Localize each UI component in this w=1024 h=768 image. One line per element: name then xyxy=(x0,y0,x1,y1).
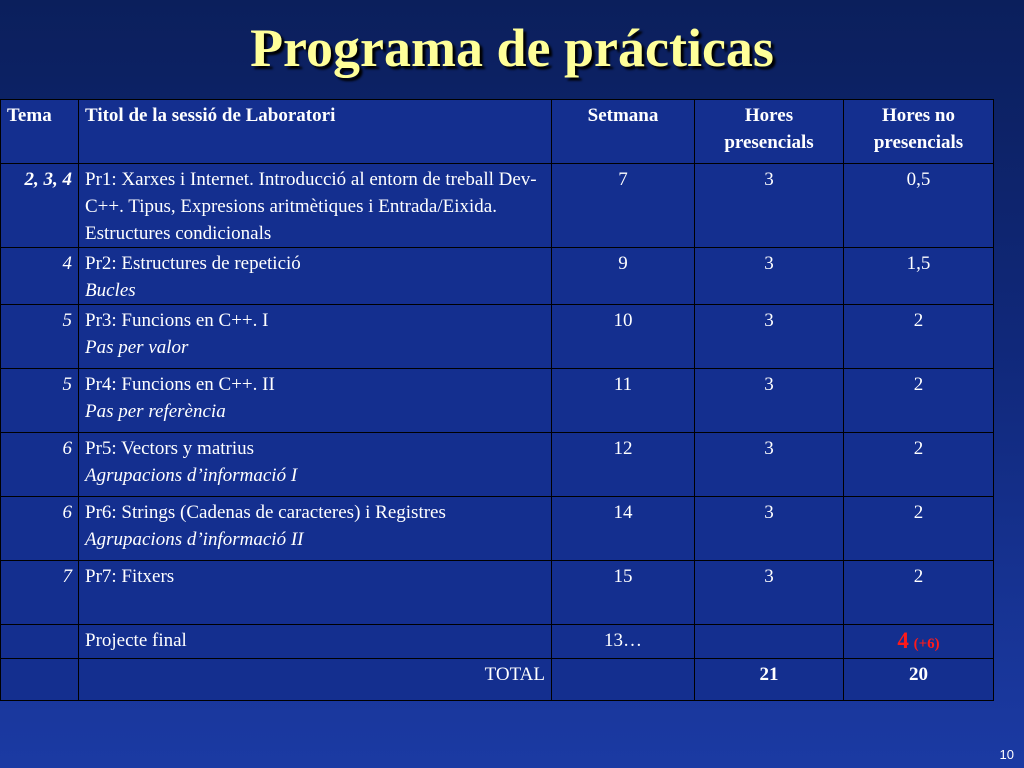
row-setmana: 10 xyxy=(552,305,695,369)
row-tema: 6 xyxy=(1,497,79,561)
projecte-no-presencials-extra: (+6) xyxy=(913,636,940,652)
total-no-presencials: 20 xyxy=(844,659,994,701)
page-number: 10 xyxy=(999,747,1014,762)
row-presencials: 3 xyxy=(695,248,844,305)
row-setmana: 12 xyxy=(552,433,695,497)
row-subtitle: Agrupacions d’informació II xyxy=(85,529,304,550)
row-title-cell xyxy=(79,248,552,305)
table-row xyxy=(1,248,994,305)
row-no-presencials: 2 xyxy=(844,561,994,625)
projecte-no-presencials-main: 4 xyxy=(897,628,909,653)
table-row xyxy=(1,369,994,433)
header-setmana: Setmana xyxy=(552,100,695,164)
row-title: Pr1: Xarxes i Internet. Introducció al entorn de treball Dev-C++. Tipus, Expresions aritmètiques i Entrada/Eixida. Estructures condicionals xyxy=(85,169,537,244)
row-setmana: 7 xyxy=(552,164,695,248)
row-title-cell xyxy=(79,369,552,433)
table-row xyxy=(1,497,994,561)
table-body xyxy=(1,164,994,625)
row-title-cell xyxy=(79,561,552,625)
practices-table xyxy=(0,99,994,701)
row-title: Pr4: Funcions en C++. II xyxy=(85,374,275,395)
row-title: Pr6: Strings (Cadenas de caracteres) i Registres xyxy=(85,502,446,523)
row-no-presencials: 0,5 xyxy=(844,164,994,248)
row-tema: 7 xyxy=(1,561,79,625)
row-title-cell xyxy=(79,164,552,248)
row-presencials: 3 xyxy=(695,369,844,433)
row-presencials: 3 xyxy=(695,433,844,497)
row-title: Pr3: Funcions en C++. I xyxy=(85,310,269,331)
row-title-cell xyxy=(79,305,552,369)
table-row xyxy=(1,305,994,369)
projecte-row xyxy=(1,625,994,659)
row-subtitle: Pas per valor xyxy=(85,337,189,358)
table-row xyxy=(1,433,994,497)
row-presencials: 3 xyxy=(695,164,844,248)
row-title: Pr5: Vectors y matrius xyxy=(85,438,255,459)
row-presencials: 3 xyxy=(695,561,844,625)
projecte-tema-cell xyxy=(1,625,79,659)
row-subtitle: Pas per referència xyxy=(85,401,226,422)
row-tema: 4 xyxy=(1,248,79,305)
row-setmana: 11 xyxy=(552,369,695,433)
row-tema: 2, 3, 4 xyxy=(1,164,79,248)
row-tema: 5 xyxy=(1,369,79,433)
header-tema: Tema xyxy=(1,100,79,164)
row-setmana: 14 xyxy=(552,497,695,561)
row-no-presencials: 2 xyxy=(844,433,994,497)
projecte-no-presencials xyxy=(844,625,994,659)
projecte-label: Projecte final xyxy=(79,625,552,659)
table-row xyxy=(1,164,994,248)
row-no-presencials: 2 xyxy=(844,497,994,561)
row-title: Pr7: Fitxers xyxy=(85,566,175,587)
total-tema-cell xyxy=(1,659,79,701)
header-hores-no-presencials: Hores no presencials xyxy=(844,100,994,164)
row-setmana: 9 xyxy=(552,248,695,305)
row-tema: 6 xyxy=(1,433,79,497)
row-subtitle: Agrupacions d’informació I xyxy=(85,465,298,486)
row-no-presencials: 2 xyxy=(844,305,994,369)
table-row xyxy=(1,561,994,625)
row-subtitle: Bucles xyxy=(85,280,136,301)
row-no-presencials: 1,5 xyxy=(844,248,994,305)
row-title-cell xyxy=(79,433,552,497)
row-setmana: 15 xyxy=(552,561,695,625)
total-presencials: 21 xyxy=(695,659,844,701)
slide-title: Programa de prácticas xyxy=(250,18,774,78)
projecte-presencials xyxy=(695,625,844,659)
row-title-cell xyxy=(79,497,552,561)
table-header-row xyxy=(1,100,994,164)
total-row xyxy=(1,659,994,701)
total-label: TOTAL xyxy=(79,659,552,701)
row-presencials: 3 xyxy=(695,305,844,369)
row-no-presencials: 2 xyxy=(844,369,994,433)
row-presencials: 3 xyxy=(695,497,844,561)
header-titol: Titol de la sessió de Laboratori xyxy=(79,100,552,164)
total-setmana-cell xyxy=(552,659,695,701)
row-title: Pr2: Estructures de repetició xyxy=(85,253,301,274)
row-tema: 5 xyxy=(1,305,79,369)
header-hores-presencials: Hores presencials xyxy=(695,100,844,164)
projecte-setmana: 13… xyxy=(552,625,695,659)
